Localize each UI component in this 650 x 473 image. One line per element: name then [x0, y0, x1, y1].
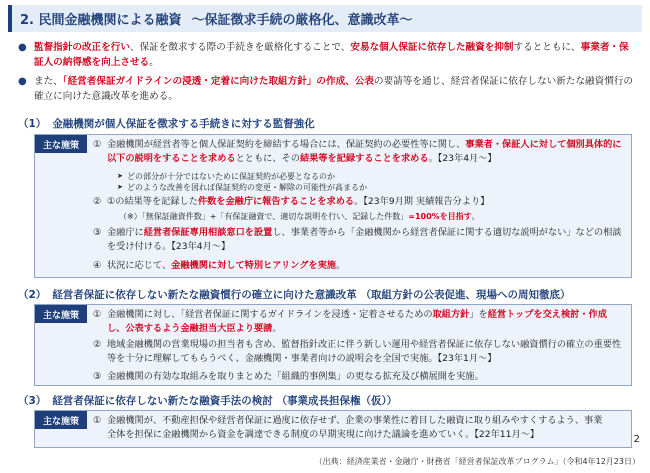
emphasis-text: 「経営者保証ガイドラインの浸透・定着に向けた取組方針」の作成、公表 — [62, 76, 374, 87]
plain-text: 。 — [335, 260, 346, 271]
emphasis-text: 事業者・保証人に対して個別具体的に以下の説明をすることを求める — [107, 139, 622, 164]
plain-text: 地域金融機関の営業現場の担当者も含め、監督指針改正に伴う新しい運用や経営者保証に依存しない融資慣行の確立の重要性等を十分に理解してもらうべく、金融機関・事業者向けの説明会を全国で実施。【23年1月～】 — [107, 339, 622, 364]
s1-sub-1 — [117, 171, 625, 182]
plain-text: 金融機関が、不動産担保や経営者保証に過度に依存せず、企業の事業性に着目した融資に取り組みやすくするよう、事業全体を担保に金融機関から資金を調達できる制度の早期実現に向けた議論を進めていく。【22年11月～】 — [107, 415, 603, 440]
s2-item-2-text — [107, 339, 621, 364]
s1-sub-2 — [117, 182, 625, 193]
section-3-box — [34, 410, 632, 448]
plain-text: 状況に応じて、 — [107, 260, 172, 271]
section-2-box — [34, 304, 632, 386]
bullet-dot-icon: ● — [18, 76, 27, 87]
intro-bullets — [18, 40, 638, 108]
s2-item-1 — [93, 308, 625, 336]
emphasis-text: 経営者保証専用相談窓口を設置 — [143, 227, 273, 238]
emphasis-text: 取組方針 — [432, 309, 470, 320]
plain-text: するとともに、 — [513, 42, 581, 53]
s3-item-1 — [93, 414, 611, 442]
plain-text: の要請等を通じ、経営者保証に依存しない新たな融資慣行の確立に向けた意識改革を進める。 — [34, 76, 634, 102]
s1-item-1-text — [107, 139, 622, 164]
plain-text: （※）「無保証融資件数」+「有保証融資で、適切な説明を行い、記録した件数」 — [119, 212, 409, 221]
s1-item-3 — [93, 226, 625, 254]
s1-item-4-text — [107, 260, 345, 271]
main-measures-label: 主な施策 — [35, 135, 87, 153]
section-2-heading — [18, 287, 570, 302]
s1-item-2-text — [107, 196, 489, 207]
s1-sub-2-text: どのような改善を図れば保証契約の変更・解除の可能性が高まるか — [127, 183, 367, 192]
main-measures-label: 主な施策 — [35, 411, 87, 429]
section-3-title: 経営者保証に依存しない新たな融資手法の検討 （事業成長担保権（仮）） — [52, 395, 398, 407]
bullet-dot-icon: ● — [18, 42, 27, 53]
emphasis-text: 監督指針の改正を行い — [34, 42, 130, 53]
plain-text: 。 — [149, 57, 159, 68]
section-1-number: （1） — [18, 118, 47, 130]
emphasis-text: 金融機関に対して特別ヒアリングを実施 — [171, 260, 336, 271]
s2-item-3-number: ③ — [93, 371, 102, 382]
main-measures-label: 主な施策 — [35, 305, 87, 323]
s1-item-4-number: ④ — [93, 260, 102, 271]
bullet-1-text — [34, 42, 629, 68]
page-title: 2. 民間金融機関による融資 — [20, 13, 182, 28]
plain-text: とともに、その — [235, 153, 300, 164]
s3-item-1-text — [107, 415, 602, 440]
section-1-heading — [18, 116, 315, 131]
s1-item-1-number: ① — [93, 139, 102, 150]
s2-item-3 — [93, 370, 625, 384]
s1-note — [119, 211, 625, 222]
section-3-number: （3） — [18, 395, 47, 407]
plain-text: 。 — [471, 212, 480, 221]
plain-text: 金融機関の有効な取組みを取りまとめた「組織的事例集」の更なる拡充及び横展開を実施。 — [107, 371, 484, 382]
emphasis-text: 件数を金融庁に報告することを求める — [197, 196, 355, 207]
s1-item-2-number: ② — [93, 196, 102, 207]
plain-text: また、 — [34, 76, 63, 87]
s3-item-1-number: ① — [93, 415, 102, 426]
emphasis-text: 事業者・保証人の納得感を向上させる — [34, 42, 629, 68]
page-number: 2 — [633, 434, 640, 445]
page-subtitle: ～保証徴求手続の厳格化、意識改革～ — [191, 13, 413, 28]
plain-text: 金融機関に対し、「経営者保証に関するガイドラインを浸透・定着させるための — [107, 309, 433, 320]
section-3-heading — [18, 393, 397, 408]
emphasis-text: =100%を目指す — [408, 212, 472, 221]
s1-item-1 — [93, 138, 625, 166]
plain-text: 。【23年9月期 実績報告分より】 — [354, 196, 490, 207]
s2-item-3-text — [107, 371, 484, 382]
emphasis-text: 経営トップを交え検討・作成し、公表するよう金融担当大臣より要請 — [107, 309, 607, 334]
source-citation: （出典：経済産業省・金融庁・財務省「経営者保証改革プログラム」（令和4年12月23日） — [314, 457, 640, 466]
s1-item-3-text — [107, 227, 622, 252]
plain-text: 金融庁に — [107, 227, 144, 238]
section-2-title: 経営者保証に依存しない新たな融資慣行の確立に向けた意識改革 （取組方針の公表促進、現場への周知徹底） — [52, 289, 571, 301]
emphasis-text: 安易な個人保証に依存した融資を抑制 — [350, 42, 514, 53]
section-1-title: 金融機関が個人保証を徴求する手続きに対する監督強化 — [52, 118, 315, 130]
s2-item-2 — [93, 338, 625, 366]
section-1-box — [34, 134, 632, 278]
arrow-right-icon: ➤ — [117, 172, 123, 180]
page-title-bar — [8, 5, 642, 32]
plain-text: 金融機関が経営者等と個人保証契約を締結する場合には、保証契約の必要性等に関し、 — [107, 139, 466, 150]
plain-text: ①の結果等を記録した — [107, 196, 198, 207]
arrow-right-icon: ➤ — [117, 183, 123, 191]
bullet-2-text — [34, 76, 633, 102]
plain-text: 。 — [272, 323, 282, 334]
s1-item-3-number: ③ — [93, 227, 102, 238]
s1-item-4 — [93, 259, 625, 273]
s1-note-text — [119, 212, 480, 221]
s2-item-1-number: ① — [93, 309, 102, 320]
plain-text: 」を — [469, 309, 488, 320]
s1-item-2 — [93, 195, 625, 209]
plain-text: 。【23年4月～】 — [428, 153, 497, 164]
bullet-2 — [18, 74, 638, 104]
bullet-1 — [18, 40, 638, 70]
s1-sub-1-text: どの部分が十分ではないために保証契約が必要となるのか — [127, 172, 335, 181]
plain-text: し、事業者等から「金融機関から経営者保証に関する適切な説明がない」などの相談を受け付ける。【23年4月～】 — [107, 227, 622, 252]
s2-item-1-text — [107, 309, 607, 334]
plain-text: 、保証を徴求する際の手続きを厳格化することで、 — [129, 42, 351, 53]
emphasis-text: 結果等を記録することを求める — [299, 153, 429, 164]
s2-item-2-number: ② — [93, 339, 102, 350]
section-2-number: （2） — [18, 289, 47, 301]
